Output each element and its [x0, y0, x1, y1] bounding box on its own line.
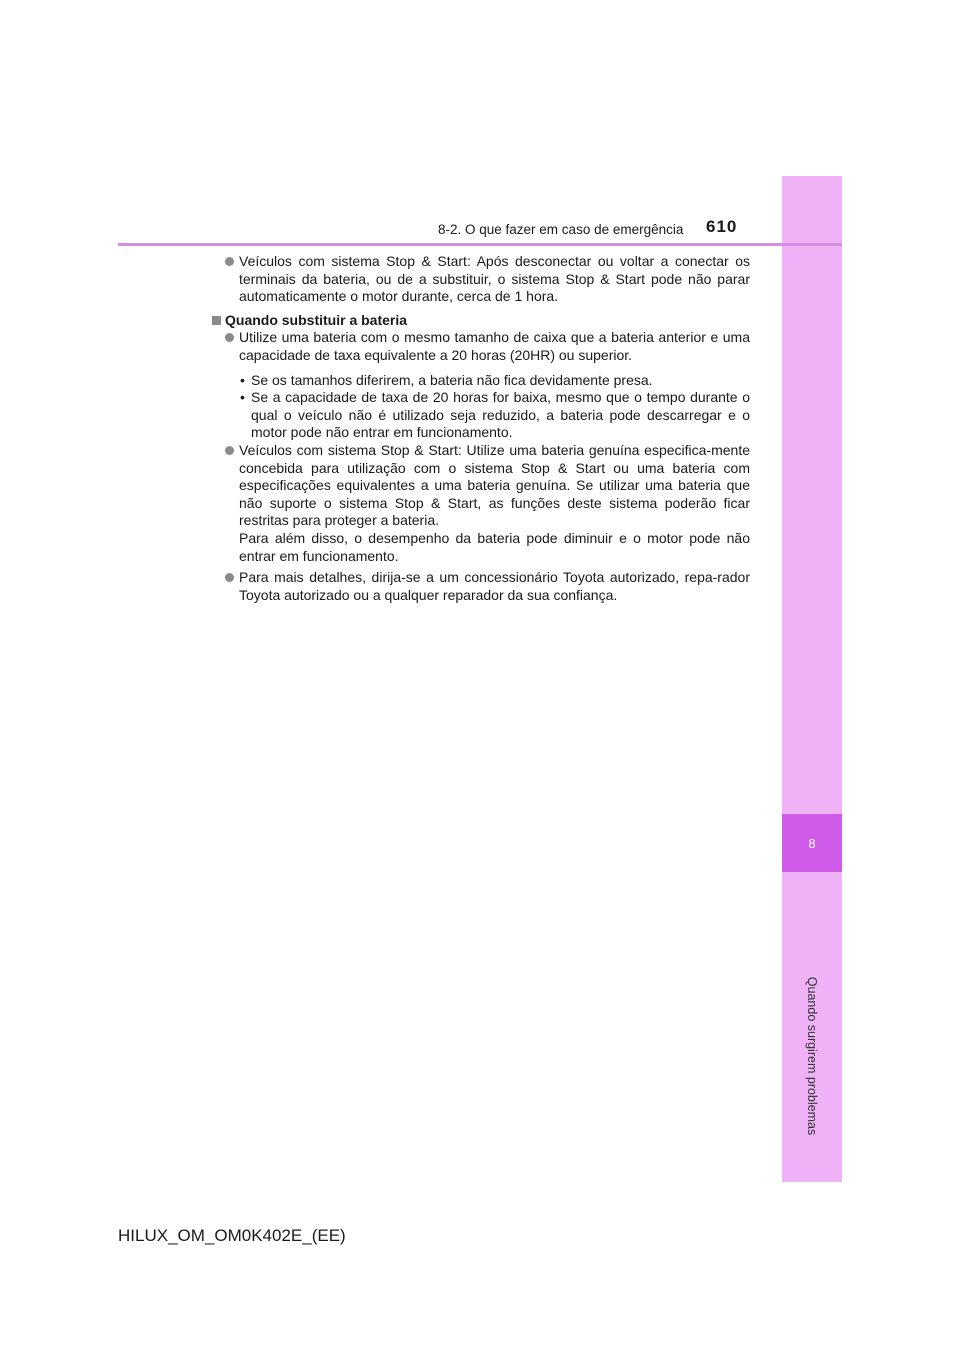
dot-bullet-icon: • — [240, 389, 245, 406]
page-content — [211, 253, 750, 604]
round-bullet-icon — [225, 333, 234, 342]
square-bullet-icon — [212, 316, 221, 325]
bullet-item-more-details — [211, 569, 750, 604]
header-section-title: 8-2. O que fazer em caso de emergência — [438, 222, 684, 237]
round-bullet-icon — [225, 446, 234, 455]
section-heading — [211, 312, 750, 330]
chapter-title-vertical: Quando surgirem problemas — [805, 976, 819, 1136]
bullet-item-text: Veículos com sistema Stop & Start: Utilize uma bateria genuína especifica-mente concebida para utilização com o sistema Stop & Start ou uma bateria com especificações equivalentes a uma bateria genuína. Se utilizar uma bateria que não suporte o sistema Stop & Start, as funções deste sistema poderão ficar restritas para proteger a bateria. — [239, 441, 750, 529]
sub-item-low-capacity — [211, 389, 750, 442]
chapter-number-box — [782, 814, 842, 872]
bullet-item-stop-start-reconnect — [211, 253, 750, 306]
round-bullet-icon — [225, 573, 234, 582]
chapter-side-tab — [782, 176, 842, 1182]
bullet-item-text: Veículos com sistema Stop & Start: Após desconectar ou voltar a conectar os terminais da bateria, ou de a substituir, o sistema Stop & Start pode não parar automaticamente o motor durante, cerca de 1 hora. — [239, 253, 750, 305]
sub-item-text: Se a capacidade de taxa de 20 horas for baixa, mesmo que o tempo durante o qual o veículo não é utilizado seja reduzido, a bateria pode descarregar e o motor pode não entrar em funcionamento. — [251, 389, 750, 441]
bullet-item-text: Utilize uma bateria com o mesmo tamanho de caixa que a bateria anterior e uma capacidade de taxa equivalente a 20 horas (20HR) ou superior. — [239, 329, 750, 363]
bullet-item-battery-size — [211, 329, 750, 364]
page-number: 610 — [706, 217, 738, 236]
bullet-item-continuation: Para além disso, o desempenho da bateria pode diminuir e o motor pode não entrar em funcionamento. — [239, 529, 750, 564]
footer-document-code: HILUX_OM_OM0K402E_(EE) — [118, 1226, 346, 1245]
sub-item-size-differ — [211, 372, 750, 390]
bullet-item-text: Para mais detalhes, dirija-se a um concessionário Toyota autorizado, repa-rador Toyota autorizado ou a qualquer reparador da sua confiança. — [239, 569, 750, 603]
chapter-number: 8 — [808, 835, 816, 851]
round-bullet-icon — [225, 257, 234, 266]
bullet-item-genuine-battery — [211, 442, 750, 565]
dot-bullet-icon: • — [240, 371, 245, 388]
header-rule — [118, 243, 842, 246]
section-heading-text: Quando substituir a bateria — [225, 311, 408, 328]
sub-item-text: Se os tamanhos diferirem, a bateria não fica devidamente presa. — [251, 371, 653, 388]
